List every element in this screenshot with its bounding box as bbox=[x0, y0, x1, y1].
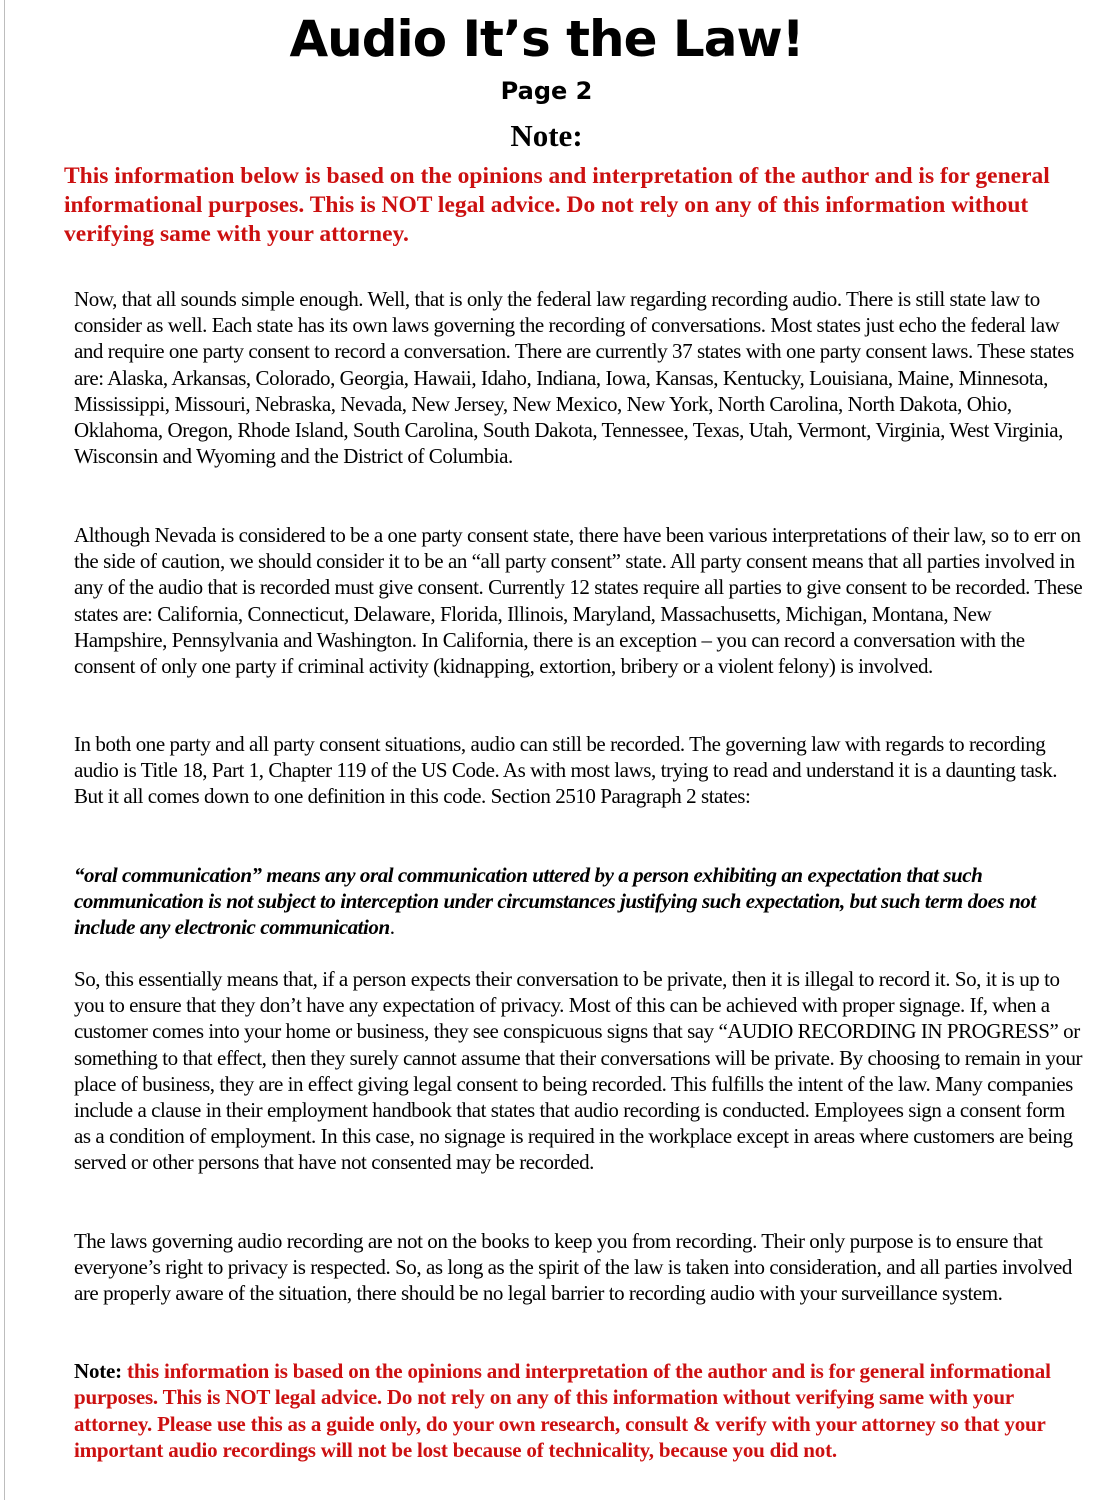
bottom-note-label: Note: bbox=[74, 1359, 122, 1383]
paragraph-one-party-consent: Now, that all sounds simple enough. Well, that is only the federal law regarding recording audio. There is still state law to consider as well. Each state has its own laws governing the recording of conversations. Most states just echo the federal law and require one party consent to record a conversation. There are currently 37 states with one party consent laws. These states are: Alaska, Arkansas, Colorado, Georgia, Hawaii, Idaho, Indiana, Iowa, Kansas, Kentucky, Louisiana, Maine, Minnesota, Mississippi, Missouri, Nebraska, Nevada, New Jersey, New Mexico, New York, North Carolina, North Dakota, Ohio, Oklahoma, Oregon, Rhode Island, South Carolina, South Dakota, Tennessee, Texas, Utah, Vermont, Virginia, West Virginia, Wisconsin and Wyoming and the District of Columbia. bbox=[74, 287, 1074, 469]
note-heading: Note: bbox=[510, 118, 583, 153]
quote-text: “oral communication” means any oral communication uttered by a person exhibiting an expectation that such communication is not subject to interception under circumstances justifying such expectation, but such term does not include any electronic communication bbox=[74, 863, 1036, 940]
document-title: Audio It’s the Law! bbox=[289, 10, 804, 68]
bottom-disclaimer-text: this information is based on the opinions and interpretation of the author and is for general informational purposes. This is NOT legal advice. Do not rely on any of this information without verifying same with your attorney. Please use this as a guide only, do your own research, consult & verify with your attorney so that your important audio recordings will not be lost because of technicality, because you did not. bbox=[74, 1359, 1051, 1463]
page-label: Page 2 bbox=[500, 77, 593, 105]
quote-end: . bbox=[389, 915, 395, 940]
paragraph-purpose-of-laws: The laws governing audio recording are not on the books to keep you from recording. Their only purpose is to ensure that everyone’s right to privacy is respected. So, as long as the spirit of the law is taken into consideration, and all parties involved are properly aware of the situation, there should be no legal barrier to recording audio with your surveillance system. bbox=[74, 1229, 1072, 1306]
legal-definition-quote bbox=[74, 862, 1086, 941]
paragraph-expectation-of-privacy: So, this essentially means that, if a person expects their conversation to be private, then it is illegal to record it. So, it is up to you to ensure that they don’t have any expectation of privacy. Most of this can be achieved with proper signage. If, when a customer comes into your home or business, they see conspicuous signs that say “AUDIO RECORDING IN PROGRESS” or something to that effect, then they surely cannot assume that their conversations will be private. By choosing to remain in your place of business, they are in effect giving legal consent to being recorded. This fulfills the intent of the law. Many companies include a clause in their employment handbook that states that audio recording is conducted. Employees sign a consent form as a condition of employment. In this case, no signage is required in the workplace except in areas where customers are being served or other persons that have not consented may be recorded. bbox=[74, 967, 1083, 1175]
top-disclaimer: This information below is based on the opinions and interpretation of the author and is for general informational purposes. This is NOT legal advice. Do not rely on any of this information without verifying same with your attorney. bbox=[64, 163, 1050, 247]
page-edge-rule bbox=[4, 0, 5, 1500]
paragraph-us-code: In both one party and all party consent situations, audio can still be recorded. The governing law with regards to recording audio is Title 18, Part 1, Chapter 119 of the US Code. As with most laws, trying to read and understand it is a daunting task. But it all comes down to one definition in this code. Section 2510 Paragraph 2 states: bbox=[74, 732, 1058, 809]
bottom-disclaimer bbox=[74, 1358, 1086, 1464]
paragraph-all-party-consent: Although Nevada is considered to be a one party consent state, there have been various interpretations of their law, so to err on the side of caution, we should consider it to be an “all party consent” state. All party consent means that all parties involved in any of the audio that is recorded must give consent. Currently 12 states require all parties to give consent to be recorded. These states are: California, Connecticut, Delaware, Florida, Illinois, Maryland, Massachusetts, Michigan, Montana, New Hampshire, Pennsylvania and Washington. In California, there is an exception – you can record a conversation with the consent of only one party if criminal activity (kidnapping, extortion, bribery or a violent felony) is involved. bbox=[74, 523, 1083, 679]
